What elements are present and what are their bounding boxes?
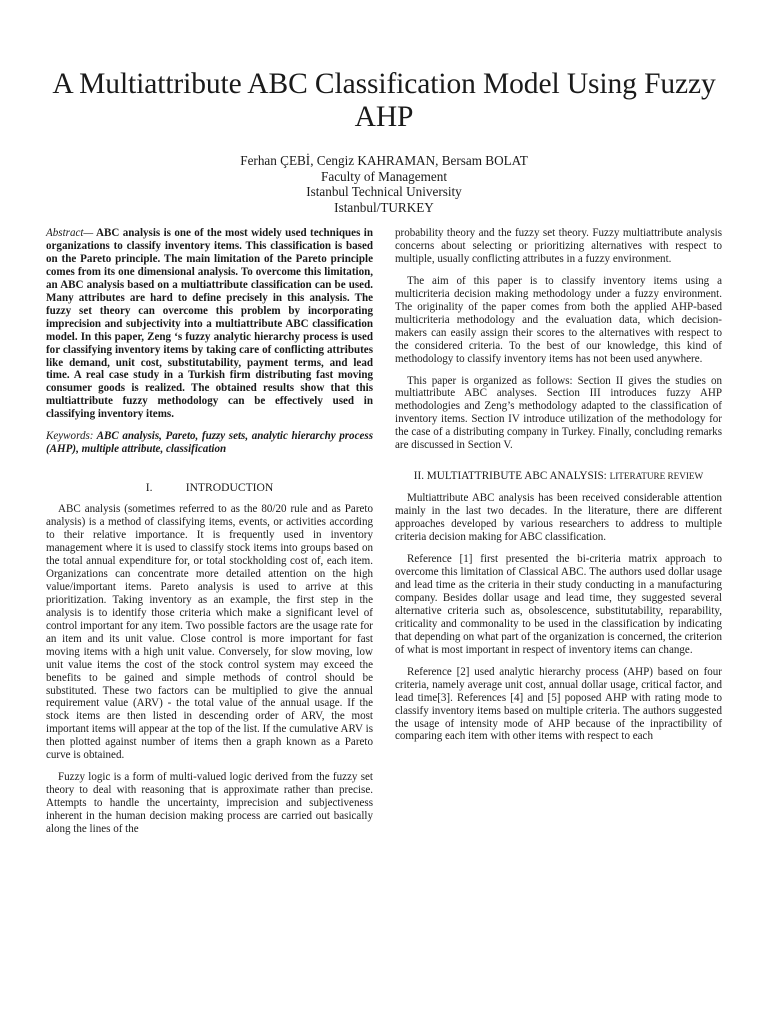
literature-paragraph-1: Multiattribute ABC analysis has been received considerable attention mainly in the last two decades. In the literature, there are different approaches developed by various researchers to address to multiple criteria decision making for ABC classification.	[395, 492, 722, 544]
affiliation-university: Istanbul Technical University	[306, 184, 462, 199]
section-number: I.	[145, 481, 153, 495]
section-title-main: II. MULTIATTRIBUTE ABC ANALYSIS:	[413, 470, 610, 483]
abstract	[46, 227, 373, 421]
affiliation-location: Istanbul/TURKEY	[334, 199, 434, 215]
section-heading-literature-review	[395, 470, 722, 483]
keywords-text: ABC analysis, Pareto, fuzzy sets, analytic hierarchy process (AHP), multiple attribute, classification	[46, 430, 373, 456]
right-paragraph-3: This paper is organized as follows: Section II gives the studies on multiattribute ABC analyses. Section III introduces fuzzy AHP methodologies and Zeng’s methodology adapted to the classification of inventory items. Section IV introduce utilization of the methodology for the case of a distributing company in Turkey. Finally, concluding remarks are discussed in Section V.	[395, 374, 722, 452]
author-names: Ferhan ÇEBİ, Cengiz KAHRAMAN, Bersam BOLAT	[240, 153, 528, 168]
paper-title: A Multiattribute ABC Classification Model Using Fuzzy AHP	[52, 68, 716, 133]
literature-paragraph-3: Reference [2] used analytic hierarchy process (AHP) based on four criteria, namely average unit cost, annual dollar usage, critical factor, and lead time[3]. References [4] and [5] poposed AHP with rating mode to classify inventory items based on multiple criteria. The authors suggested the usage of intensity mode of AHP because of the inpractibility of comparing each item with other items with respect to each	[395, 665, 722, 743]
keywords-label: Keywords:	[46, 430, 94, 443]
abstract-text: ABC analysis is one of the most widely used techniques in organizations to classify inventory items. This classification is based on the Pareto principle. The main limitation of the Pareto principle comes from its one dimensional analysis. To overcome this limitation, an ABC analysis based on a multiattribute classification can be used. Many attributes are hard to define precisely in this analysis. The fuzzy set theory can overcome this problem by incorporating imprecision and subjectivity into a multiattribute ABC classification model. In this paper, Zeng ‘s fuzzy analytic hierarchy process is used for classifying inventory items by taking care of conflicting attributes like demand, unit cost, substitutability, payment terms, and lead time. A real case study in a Turkish firm distributing fast moving consumer goods is realized. The obtained results show that this multiattribute fuzzy methodology can be effectively used in classifying inventory items.	[46, 227, 373, 421]
section-title: INTRODUCTION	[185, 481, 274, 495]
left-column	[46, 227, 373, 845]
literature-paragraph-2: Reference [1] first presented the bi-criteria matrix approach to overcome this limitation of Classical ABC. The authors used dollar usage and lead time as the criteria in their study conducting in a manufacturing company. Besides dollar usage and lead time, they suggested several alternative criteria such as, obsolescence, substitutability, reparability, criticality and commonality to be used in the classification by indicating that depending on what part of the organization is concerned, the criterion of what is most important in respect of inventory items can change.	[395, 553, 722, 656]
section-heading-introduction	[46, 482, 373, 495]
right-paragraph-2: The aim of this paper is to classify inventory items using a multicriteria decision making methodology under a fuzzy environment. The originality of the paper comes from both the applied AHP-based multicriteria methodology and the evaluation data, which decision-makers can easily assign their scores to the alternatives with respect to the considered criteria. To the best of our knowledge, this kind of methodology to classify inventory items has not been used anywhere.	[395, 274, 722, 365]
right-column	[395, 227, 722, 845]
keywords	[46, 430, 373, 456]
intro-paragraph-1: ABC analysis (sometimes referred to as the 80/20 rule and as Pareto analysis) is a method of classifying items, events, or activities according to their relative importance. It is frequently used in inventory management where it is used to classify stock items into groups based on the total annual expenditure for, or total stockholding cost of, each item. Organizations can concentrate more detailed attention on the high value/important items. Pareto analysis is used to arrive at this prioritization. Taking inventory as an example, the first step in the analysis is to identify those criteria which make a significant level of control important for any item. Two possible factors are the usage rate for an item and its unit value. Close control is more important for fast moving items with a high unit value. Conversely, for slow moving, low unit value items the cost of the stock control system may exceed the benefits to be gained and simple methods of control should be substituted. These two factors can be multiplied to give the annual requirement value (ARV) - the total value of the annual usage. If the stock items are then listed in descending order of ARV, the most important items will appear at the top of the list. If the cumulative ARV is then plotted against number of items then a graph known as a Pareto curve is obtained.	[46, 503, 373, 762]
body-columns	[46, 227, 722, 845]
author-block	[46, 153, 722, 215]
intro-paragraph-2: Fuzzy logic is a form of multi-valued logic derived from the fuzzy set theory to deal with reasoning that is approximate rather than precise. Attempts to handle the uncertainty, imprecision and subjectiveness inherent in the human decision making process are carried out basically along the lines of the	[46, 771, 373, 836]
abstract-label: Abstract—	[46, 227, 94, 239]
right-paragraph-1: probability theory and the fuzzy set theory. Fuzzy multiattribute analysis concerns about selecting or prioritizing alternatives with respect to multiple, usually conflicting attributes in a fuzzy environment.	[395, 227, 722, 265]
section-title-smallcaps: LITERATURE REVIEW	[609, 471, 704, 482]
affiliation-faculty: Faculty of Management	[321, 168, 447, 184]
